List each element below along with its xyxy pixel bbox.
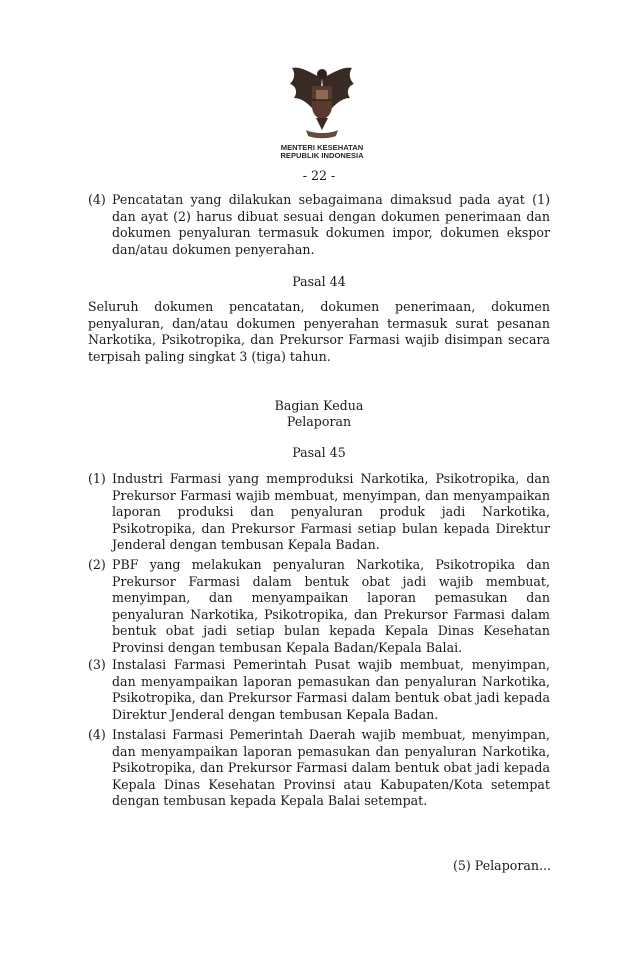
list-item-number: (4) (88, 727, 106, 742)
list-item-text: Industri Farmasi yang memproduksi Narkotika, Psikotropika, dan Prekursor Farmasi wajib membuat, menyimpan, dan menyampaikan laporan produksi dan penyaluran produk jadi Narkotika, Psikotropika, dan Prekursor Farmasi setiap bulan kepada Direktur Jenderal dengan tembusan Kepala Badan. (112, 471, 550, 552)
page-number: - 22 - (302, 168, 336, 183)
list-item-number: (3) (88, 657, 106, 672)
list-item-text: Instalasi Farmasi Pemerintah Pusat wajib membuat, menyimpan, dan menyampaikan laporan pemasukan dan penyaluran Narkotika, Psikotropika, dan Prekursor Farmasi dalam bentuk obat jadi kepada Direktur Jenderal dengan tembusan Kepala Badan. (112, 657, 550, 722)
pasal-45-title: Pasal 45 (292, 445, 346, 460)
pasal-44-title: Pasal 44 (292, 274, 346, 289)
top-item-number: (4) (88, 192, 106, 207)
list-item-text: PBF yang melakukan penyaluran Narkotika, Psikotropika dan Prekursor Farmasi dalam bentuk obat jadi wajib membuat, menyimpan, dan menyampaikan laporan pemasukan dan penyaluran Narkotika, Psikotropika, dan Prekursor Farmasi dalam bentuk obat jadi setiap bulan kepada Kepala Dinas Kesehatan Provinsi dengan tembusan Kepala Badan/Kepala Balai. (112, 557, 550, 655)
list-item-number: (1) (88, 471, 106, 486)
pasal-44-text: Seluruh dokumen pencatatan, dokumen penerimaan, dokumen penyaluran, dan/atau dokumen penyerahan termasuk surat pesanan Narkotika, Psikotropika, dan Prekursor Farmasi wajib disimpan secara terpisah paling singkat 3 (tiga) tahun. (88, 299, 550, 364)
continuation-note: (5) Pelaporan... (452, 858, 551, 873)
garuda-emblem-icon (272, 60, 372, 160)
top-item-text: Pencatatan yang dilakukan sebagaimana dimaksud pada ayat (1) dan ayat (2) harus dibuat sesuai dengan dokumen penerimaan dan dokumen penyaluran termasuk dokumen impor, dokumen ekspor dan/atau dokumen penyerahan. (112, 192, 550, 257)
section-title-line2: Pelaporan (286, 414, 352, 429)
list-item-text: Instalasi Farmasi Pemerintah Daerah wajib membuat, menyimpan, dan menyampaikan laporan pemasukan dan penyaluran Narkotika, Psikotropika, dan Prekursor Farmasi dalam bentuk obat jadi kepada Kepala Dinas Kesehatan Provinsi atau Kabupaten/Kota setempat dengan tembusan kepada Kepala Balai setempat. (112, 727, 550, 808)
ministry-line2: REPUBLIK INDONESIA (280, 151, 364, 160)
list-item-number: (2) (88, 557, 106, 572)
section-title-line1: Bagian Kedua (274, 398, 364, 413)
ministry-line1: MENTERI KESEHATAN (280, 143, 364, 152)
